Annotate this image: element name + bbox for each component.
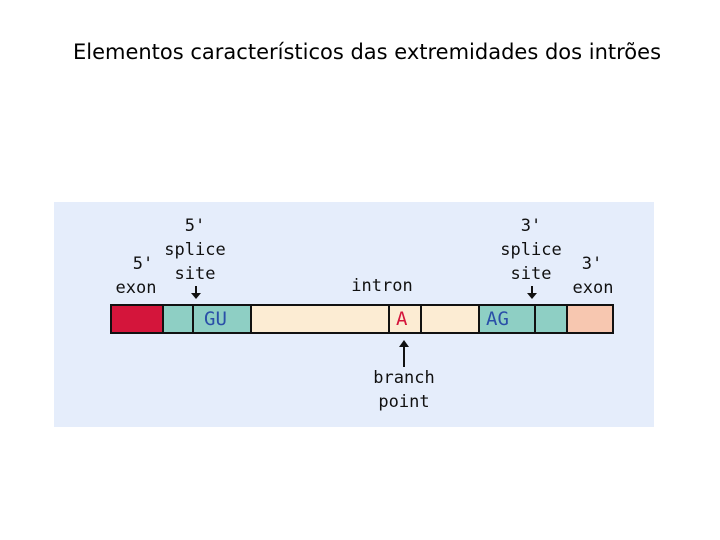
exon3-word-label: exon bbox=[572, 278, 614, 298]
acceptor-segment bbox=[480, 306, 536, 332]
donor-segment bbox=[194, 306, 252, 332]
flank3-segment bbox=[536, 306, 568, 332]
splice5-splice-label: splice bbox=[164, 240, 226, 260]
splice3-arrow-icon bbox=[526, 286, 538, 300]
exon5-prime-label: 5' bbox=[132, 254, 154, 274]
exon5-segment bbox=[112, 306, 164, 332]
splice3-prime-label: 3' bbox=[520, 216, 542, 236]
branch-base: A bbox=[396, 308, 408, 330]
acceptor-sequence: AG bbox=[486, 308, 509, 330]
intron-left-segment bbox=[252, 306, 390, 332]
branch-label: branch bbox=[373, 368, 435, 388]
donor-sequence: GU bbox=[204, 308, 227, 330]
branch-segment bbox=[390, 306, 422, 332]
exon5-word-label: exon bbox=[115, 278, 157, 298]
slide-title: Elementos característicos das extremidades dos intrões bbox=[72, 40, 662, 64]
exon3-segment bbox=[568, 306, 612, 332]
intron-right-segment bbox=[422, 306, 480, 332]
splice5-arrow-icon bbox=[190, 286, 202, 300]
gene-bar bbox=[110, 304, 614, 334]
splice3-site-label: site bbox=[510, 264, 552, 284]
splice5-site-label: site bbox=[174, 264, 216, 284]
branch-arrow-icon bbox=[398, 339, 410, 367]
exon3-prime-label: 3' bbox=[581, 254, 603, 274]
intron-label: intron bbox=[351, 276, 413, 296]
splice5-prime-label: 5' bbox=[184, 216, 206, 236]
point-label: point bbox=[378, 392, 430, 412]
flank5-segment bbox=[164, 306, 194, 332]
splice3-splice-label: splice bbox=[500, 240, 562, 260]
